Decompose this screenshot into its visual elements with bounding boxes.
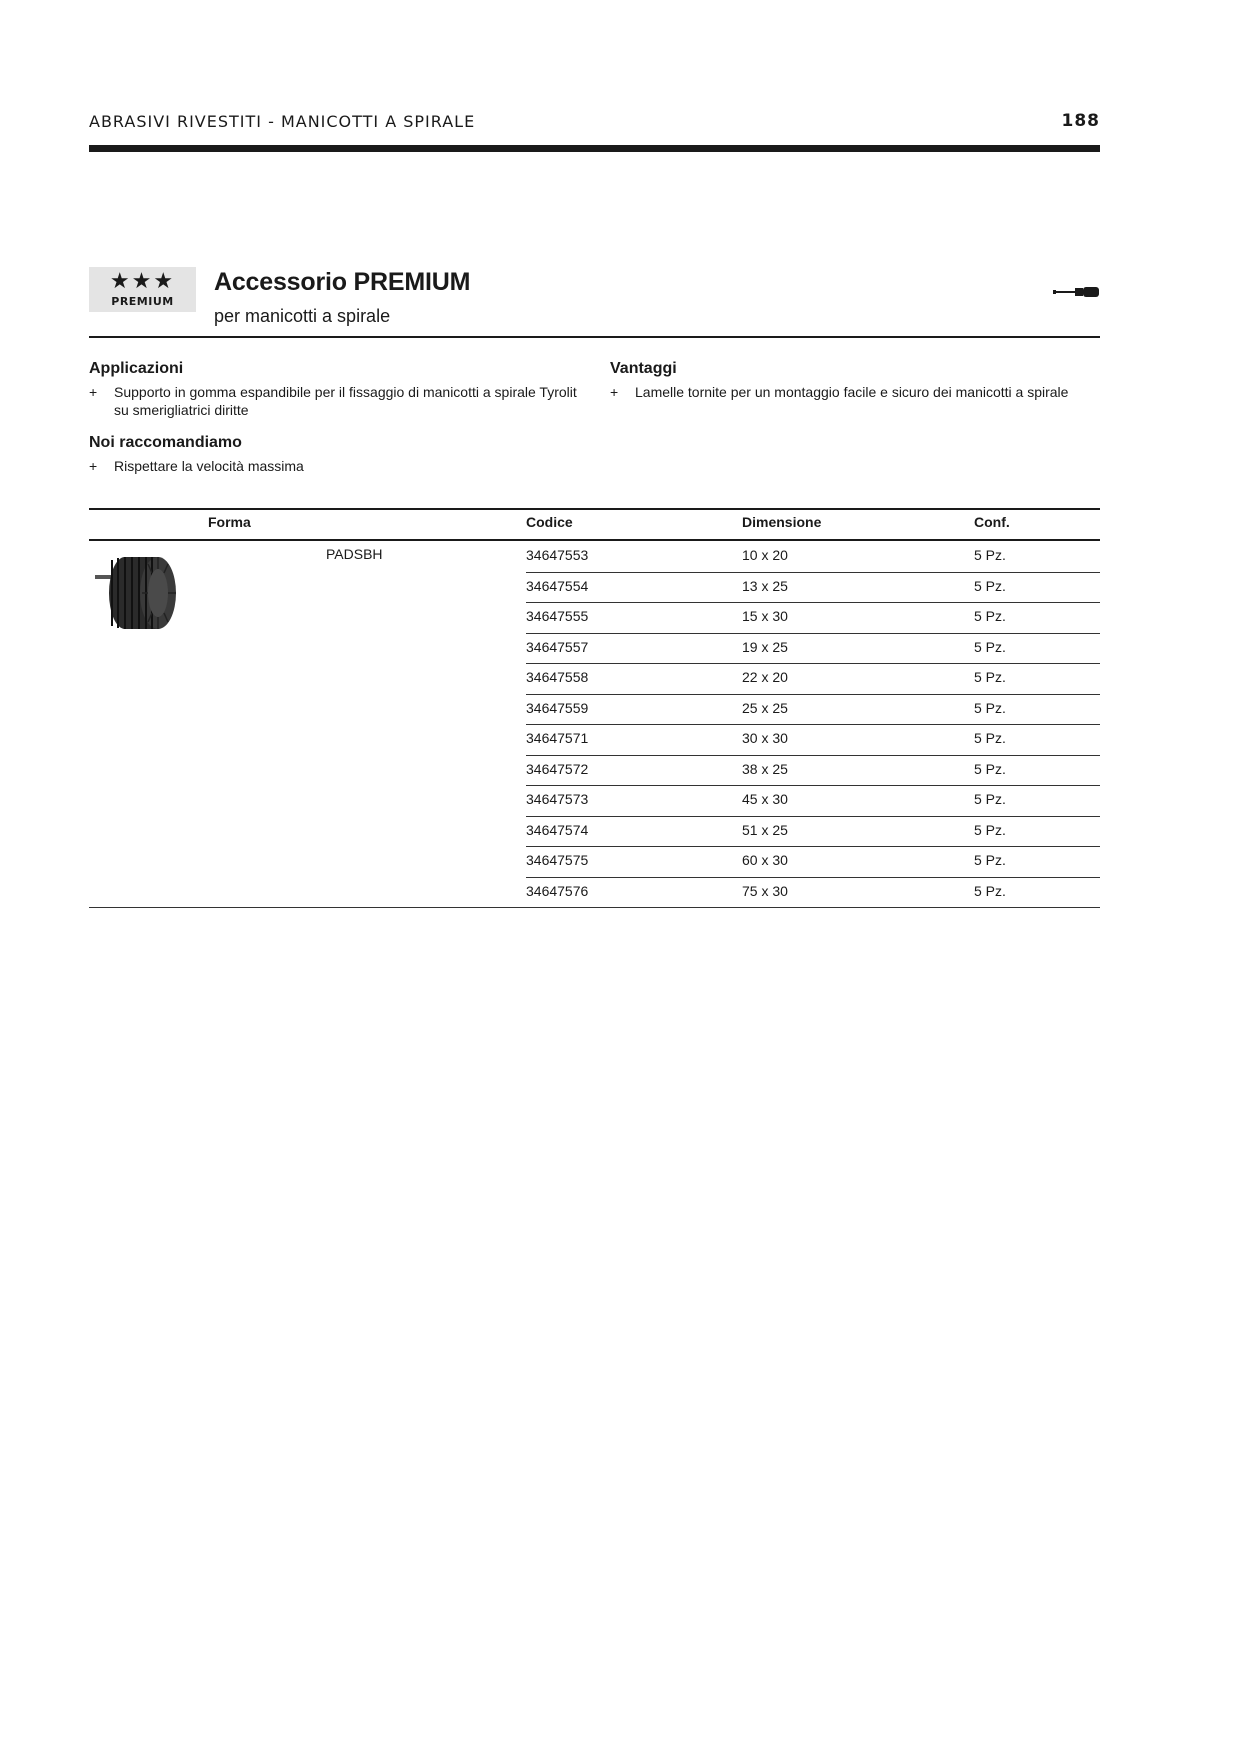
section-raccomandiamo (89, 434, 589, 475)
cell-codice: 34647572 (526, 760, 589, 777)
cell-dimensione: 19 x 25 (742, 638, 788, 655)
cell-codice: 34647553 (526, 547, 589, 563)
cell-dimensione: 30 x 30 (742, 730, 788, 746)
table-row (526, 694, 1100, 726)
cell-dimensione: 60 x 30 (742, 852, 788, 868)
premium-badge (89, 267, 196, 312)
cell-conf: 5 Pz. (974, 760, 1006, 777)
product-subtitle: per manicotti a spirale (214, 306, 391, 326)
table-row (526, 633, 1100, 665)
cell-codice: 34647575 (526, 852, 589, 868)
forma-name: PADSBH (326, 546, 383, 562)
premium-badge-label: PREMIUM (111, 295, 174, 308)
mandrel-tool-icon (1053, 285, 1101, 299)
section-heading: Applicazioni (89, 360, 184, 377)
cell-conf: 5 Pz. (974, 638, 1006, 655)
cell-codice: 34647555 (526, 608, 589, 624)
plus-icon: + (89, 458, 98, 474)
table-row (526, 572, 1100, 604)
cell-conf: 5 Pz. (974, 699, 1006, 716)
cell-codice: 34647558 (526, 669, 589, 685)
three-star-premium-icon: ★★★ (109, 269, 176, 294)
cell-conf: 5 Pz. (974, 730, 1006, 746)
cell-dimensione: 51 x 25 (742, 821, 788, 838)
table-row (526, 846, 1100, 878)
column-header-forma: Forma (208, 514, 251, 530)
section-applicazioni (89, 360, 589, 419)
table-row (526, 724, 1100, 756)
cell-conf: 5 Pz. (974, 577, 1006, 594)
cell-dimensione: 10 x 20 (742, 547, 788, 563)
cell-dimensione: 38 x 25 (742, 760, 788, 777)
table-row (526, 816, 1100, 848)
table-bottom-rule (89, 907, 1100, 908)
cell-conf: 5 Pz. (974, 821, 1006, 838)
cell-conf: 5 Pz. (974, 547, 1006, 563)
product-title: Accessorio PREMIUM (214, 268, 471, 296)
table-row (526, 663, 1100, 695)
cell-codice: 34647576 (526, 882, 589, 899)
header-title: ABRASIVI RIVESTITI - MANICOTTI A SPIRALE (89, 112, 476, 131)
cell-codice: 34647554 (526, 577, 589, 594)
cell-codice: 34647574 (526, 821, 589, 838)
cell-codice: 34647557 (526, 638, 589, 655)
cell-dimensione: 13 x 25 (742, 577, 788, 594)
title-rule (89, 336, 1100, 338)
table-top-rule (89, 508, 1100, 510)
list-item-text: Rispettare la velocità massima (114, 458, 304, 474)
column-header-dimensione: Dimensione (742, 514, 822, 530)
cell-conf: 5 Pz. (974, 882, 1006, 899)
page-number: 188 (1061, 111, 1100, 131)
cell-dimensione: 45 x 30 (742, 791, 788, 807)
cell-conf: 5 Pz. (974, 852, 1006, 868)
column-header-codice: Codice (526, 514, 573, 530)
cell-codice: 34647571 (526, 730, 589, 746)
section-heading: Noi raccomandiamo (89, 434, 242, 451)
header-rule (89, 145, 1100, 152)
cell-dimensione: 75 x 30 (742, 882, 788, 899)
cell-dimensione: 25 x 25 (742, 699, 788, 716)
section-vantaggi (610, 360, 1110, 401)
column-header-conf: Conf. (974, 514, 1010, 530)
table-row (526, 541, 1100, 573)
cell-conf: 5 Pz. (974, 608, 1006, 624)
cell-conf: 5 Pz. (974, 669, 1006, 685)
table-row (526, 755, 1100, 787)
table-row (526, 602, 1100, 634)
list-item (89, 383, 589, 419)
list-item (89, 457, 589, 475)
cell-dimensione: 22 x 20 (742, 669, 788, 685)
product-image (92, 548, 192, 636)
list-item (610, 383, 1110, 401)
cell-conf: 5 Pz. (974, 791, 1006, 807)
cell-codice: 34647573 (526, 791, 589, 807)
table-row (526, 877, 1100, 908)
list-item-text: Supporto in gomma espandibile per il fissaggio di manicotti a spirale Tyrolit su smerigliatrici diritte (114, 384, 577, 418)
plus-icon: + (89, 384, 98, 400)
plus-icon: + (610, 384, 619, 400)
cell-dimensione: 15 x 30 (742, 608, 788, 624)
table-row (526, 785, 1100, 817)
section-heading: Vantaggi (610, 360, 677, 377)
list-item-text: Lamelle tornite per un montaggio facile e sicuro dei manicotti a spirale (635, 384, 1069, 400)
cell-codice: 34647559 (526, 699, 589, 716)
